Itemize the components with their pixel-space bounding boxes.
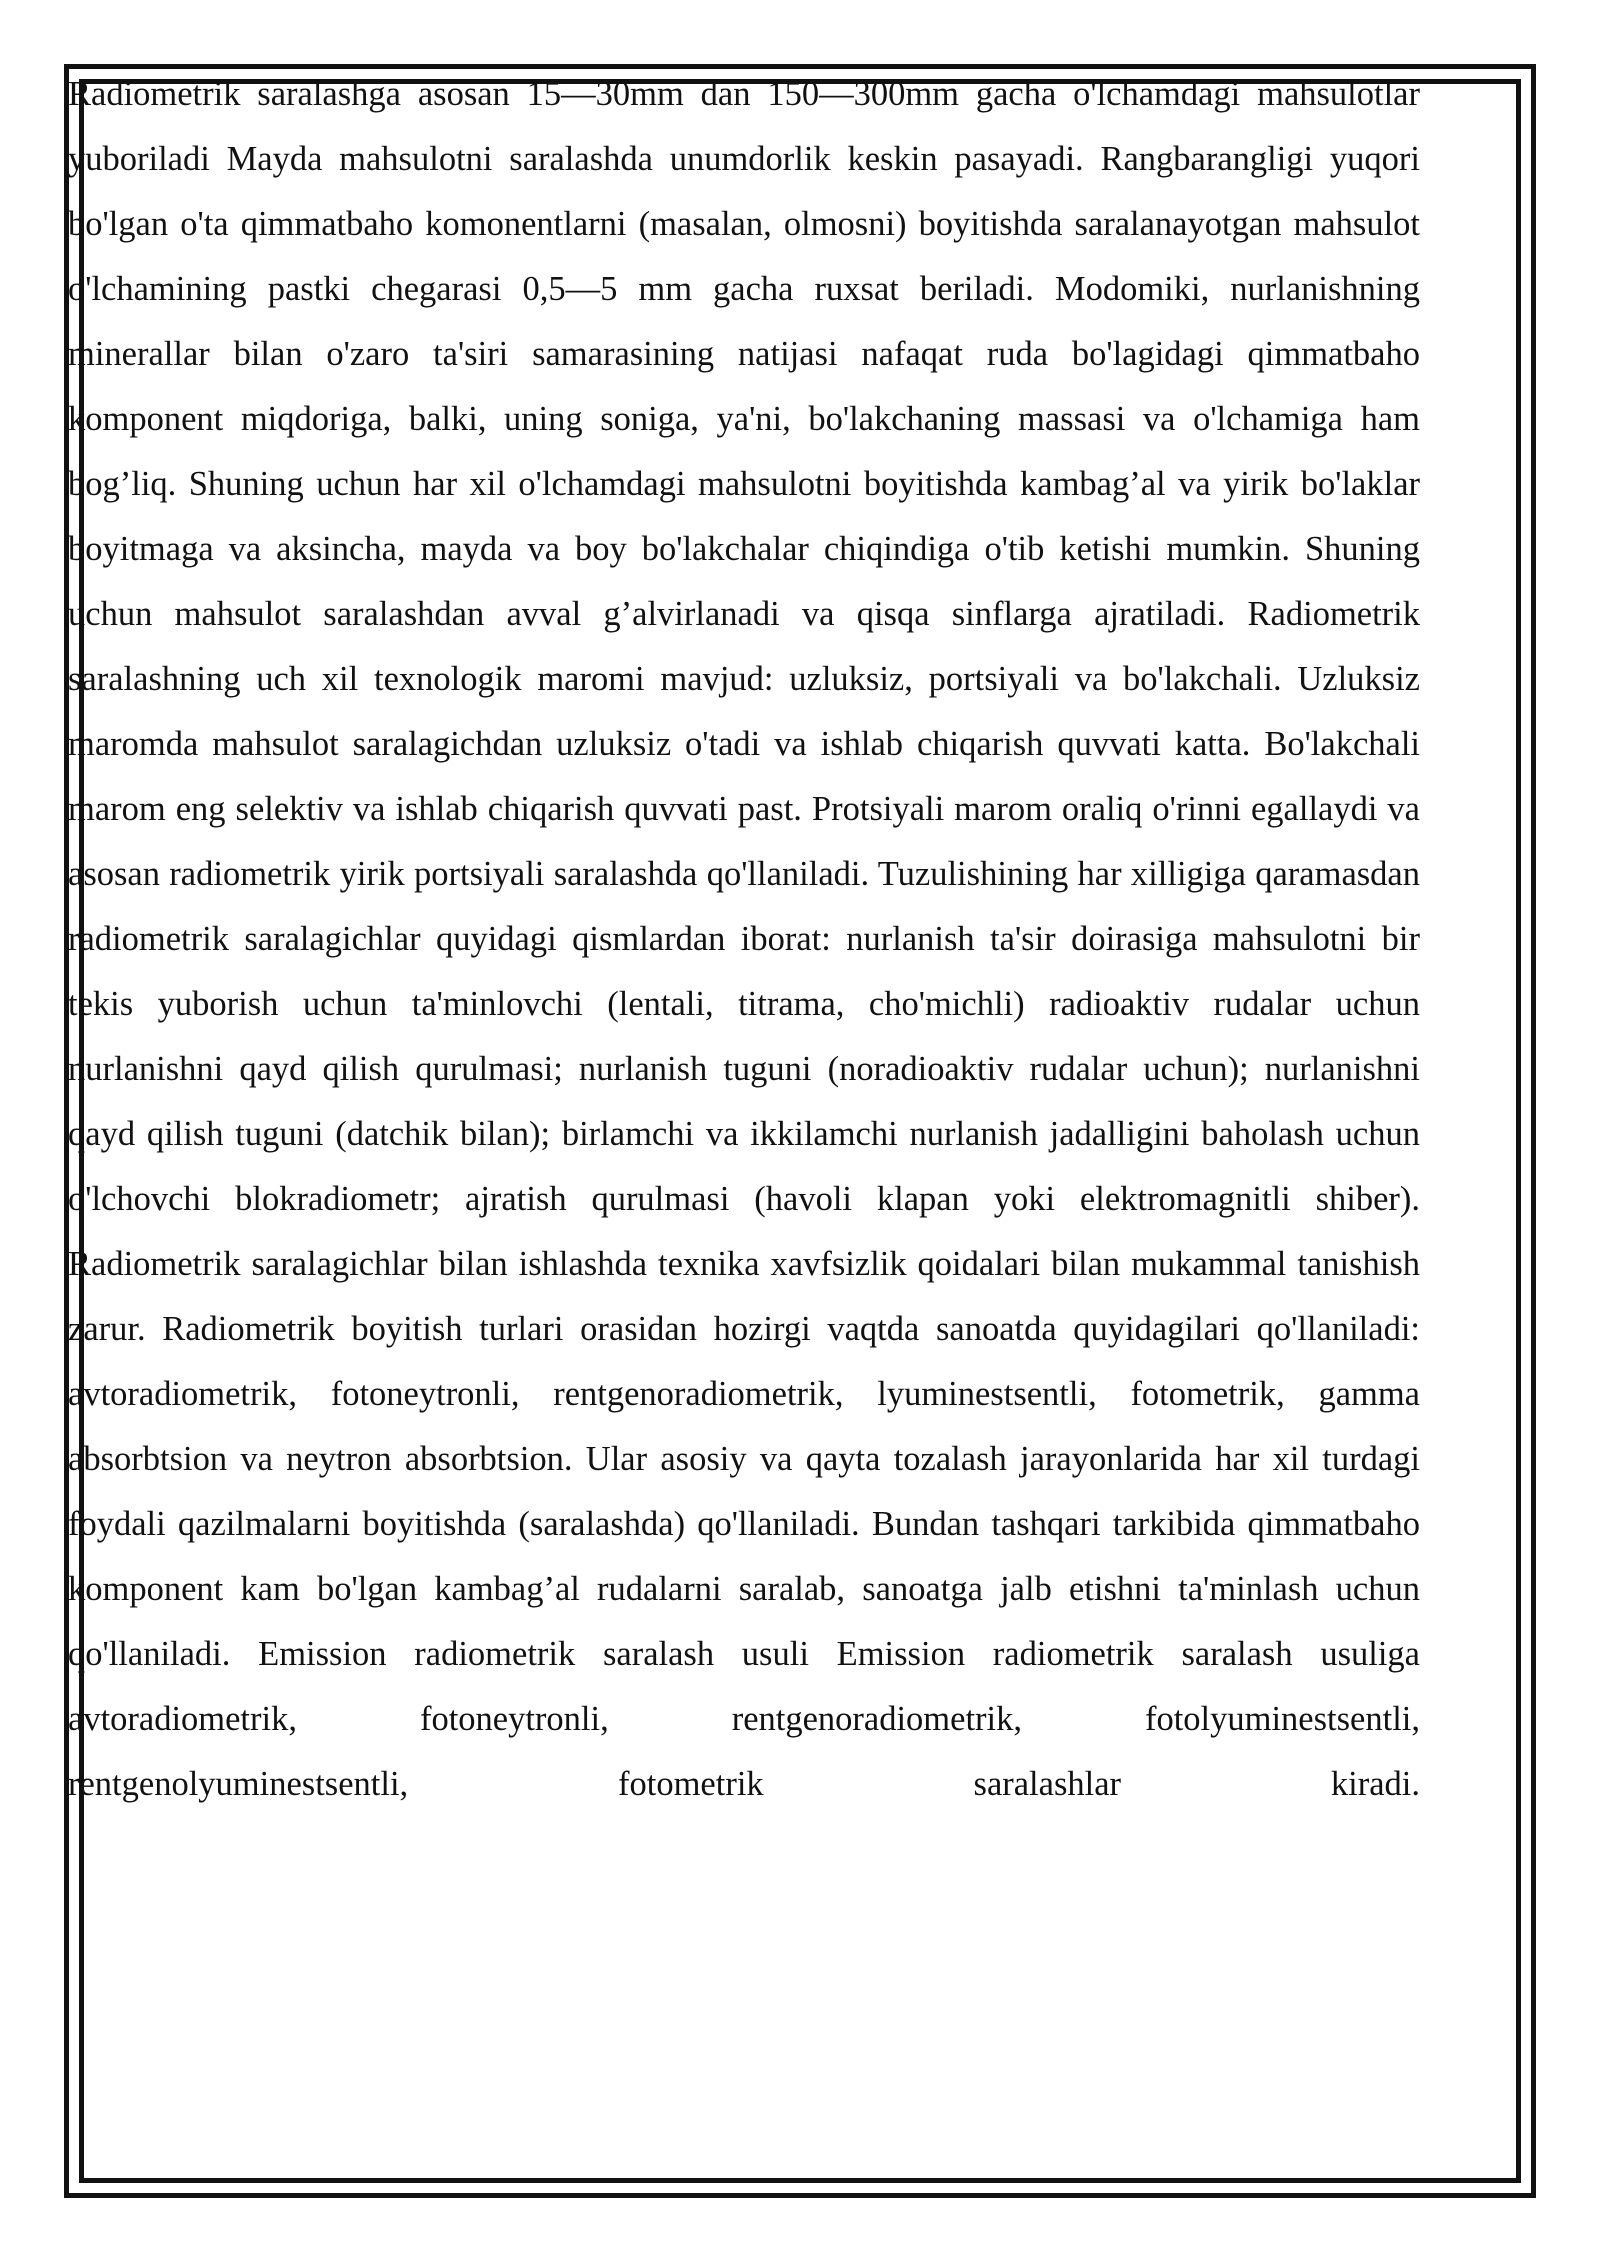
body-paragraph: Radiometrik saralashga asosan 15—30mm dan 150—300mm gacha o'lchamdagi mahsulotlar yuboriladi Mayda mahsulotni saralashda unumdorlik keskin pasayadi. Rangbarangligi yuqori bo'lgan o'ta qimmatbaho komonentlarni (masalan, olmosni) boyitishda saralanayotgan mahsulot o'lchamining pastki chegarasi 0,5—5 mm gacha ruxsat beriladi. Modomiki, nurlanishning minerallar bilan o'zaro ta'siri samarasining natijasi nafaqat ruda bo'lagidagi qimmatbaho komponent miqdoriga, balki, uning soniga, ya'ni, bo'lakchaning massasi va o'lchamiga ham bog’liq. Shuning uchun har xil o'lchamdagi mahsulotni boyitishda kambag’al va yirik bo'laklar boyitmaga va aksincha, mayda va boy bo'lakchalar chiqindiga o'tib ketishi mumkin. Shuning uchun mahsulot saralashdan avval g’alvirlanadi va qisqa sinflarga ajratiladi. Radiometrik saralashning uch xil texnologik maromi mavjud: uzluksiz, portsiyali va bo'lakchali. Uzluksiz maromda mahsulot saralagichdan uzluksiz o'tadi va ishlab chiqarish quvvati katta. Bo'lakchali marom eng selektiv va ishlab chiqarish quvvati past. Protsiyali marom oraliq o'rinni egallaydi va asosan radiometrik yirik portsiyali saralashda qo'llaniladi. Tuzulishining har xilligiga qaramasdan radiometrik saralagichlar quyidagi qismlardan iborat: nurlanish ta'sir doirasiga mahsulotni bir tekis yuborish uchun ta'minlovchi (lentali, titrama, cho'michli) radioaktiv rudalar uchun nurlanishni qayd qilish qurulmasi; nurlanish tuguni (noradioaktiv rudalar uchun); nurlanishni qayd qilish tuguni (datchik bilan); birlamchi va ikkilamchi nurlanish jadalligini baholash uchun o'lchovchi blokradiometr; ajratish qurulmasi (havoli klapan yoki elektromagnitli shiber). Radiometrik saralagichlar bilan ishlashda texnika xavfsizlik qoidalari bilan mukammal tanishish zarur. Radiometrik boyitish turlari orasidan hozirgi vaqtda sanoatda quyidagilari qo'llaniladi: avtoradiometrik, fotoneytronli, rentgenoradiometrik, lyuminestsentli, fotometrik, gamma absorbtsion va neytron absorbtsion. Ular asosiy va qayta tozalash jarayonlarida har xil turdagi foydali qazilmalarni boyitishda (saralashda) qo'llaniladi. Bundan tashqari tarkibida qimmatbaho komponent kam bo'lgan kambag’al rudalarni saralab, sanoatga jalb etishni ta'minlash uchun qo'llaniladi. Emission radiometrik saralash usuli Emission radiometrik saralash usuliga avtoradiometrik, fotoneytronli, rentgenoradiometrik, fotolyuminestsentli, rentgenolyuminestsentli, fotometrik saralashlar kiradi.: [68, 75, 1420, 1803]
text-body: [68, 62, 1420, 1817]
